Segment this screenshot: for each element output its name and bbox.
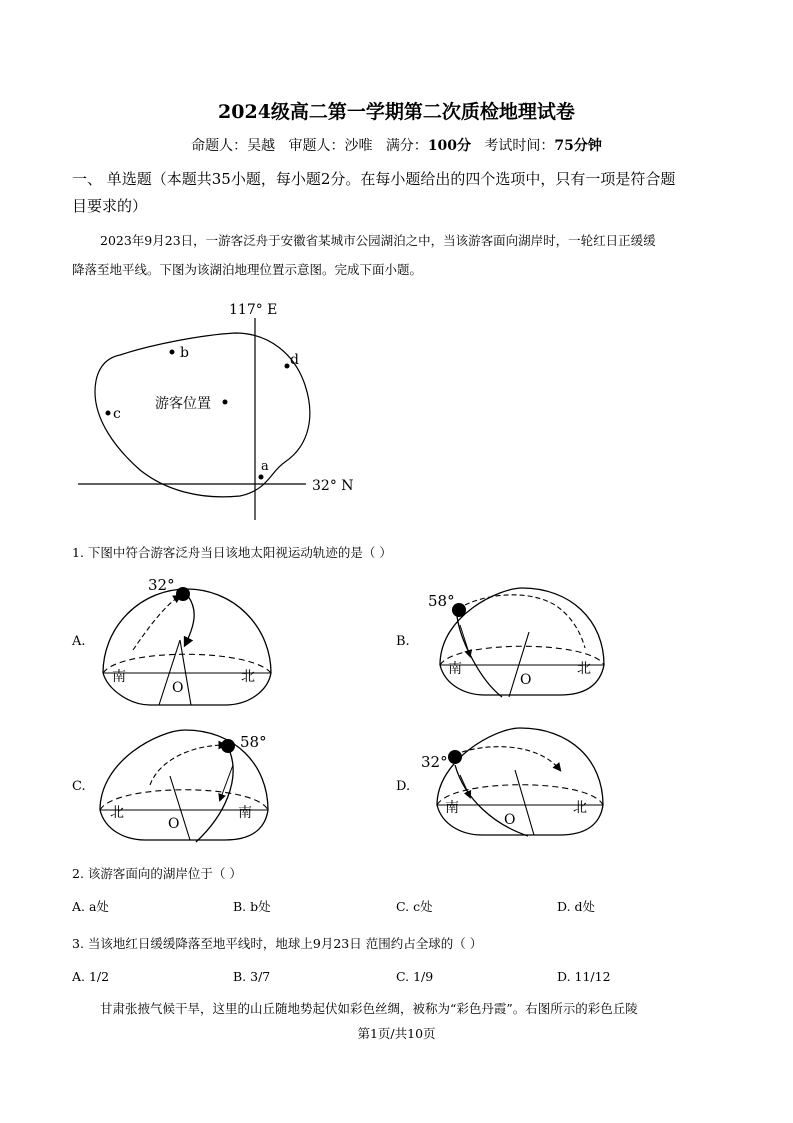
option-d-angle: 32° xyxy=(421,753,448,771)
score-label: 满分： xyxy=(385,138,428,154)
option-b-center: O xyxy=(520,672,532,688)
intro-line2: 降落至地平线。下图为该湖泊地理位置示意图。完成下面小题。 xyxy=(72,262,423,277)
option-a-angle: 32° xyxy=(148,576,175,594)
option-a-diagram xyxy=(71,576,271,705)
q3-option-c: C. 1/9 xyxy=(396,969,434,984)
option-b-angle: 58° xyxy=(428,592,455,610)
sun-icon xyxy=(176,587,190,601)
option-d-diagram xyxy=(396,728,603,836)
reviewer-name: 沙唯 xyxy=(344,138,373,154)
q3-option-b: B. 3/7 xyxy=(233,969,271,984)
next-passage-intro: 甘肃张掖气候干旱，这里的山丘随地势起伏如彩色丝绸，被称为“彩色丹霞”。右图所示的彩色丘陵 xyxy=(100,1001,638,1016)
option-a-letter: A. xyxy=(72,634,86,649)
option-c-diagram xyxy=(72,730,268,842)
option-c-center: O xyxy=(168,816,180,832)
option-d-right: 北 xyxy=(573,800,587,816)
option-c-angle: 58° xyxy=(240,733,267,751)
option-d-letter: D. xyxy=(396,779,411,794)
option-c-letter: C. xyxy=(72,779,86,794)
q3-option-d: D. 11/12 xyxy=(557,969,611,984)
time-label: 考试时间： xyxy=(484,138,555,154)
option-b-diagram xyxy=(396,588,604,697)
option-c-right: 南 xyxy=(238,805,252,821)
sun-icon xyxy=(448,750,462,764)
point-b-label: b xyxy=(180,345,189,361)
option-b-left: 南 xyxy=(448,661,462,677)
point-c-label: c xyxy=(113,406,121,422)
q3-option-a: A. 1/2 xyxy=(72,969,110,984)
parallel-label: 32° N xyxy=(312,478,354,494)
point-d-label: d xyxy=(290,352,299,368)
q2-option-d: D. d处 xyxy=(557,899,596,914)
meridian-label: 117° E xyxy=(229,302,278,318)
time-value: 75分钟 xyxy=(554,138,602,154)
option-b-letter: B. xyxy=(396,634,410,649)
option-b-right: 北 xyxy=(577,661,591,677)
intro-line1: 2023年9月23日，一游客泛舟于安徽省某城市公园湖泊之中，当该游客面向湖岸时，一轮红日正缓缓 xyxy=(100,233,656,248)
reviewer-label: 审题人： xyxy=(288,138,345,154)
point-a-label: a xyxy=(261,459,269,474)
setter-label: 命题人： xyxy=(191,138,248,154)
page-title: 2024级高二第一学期第二次质检地理试卷 xyxy=(218,101,575,123)
q2-option-c: C. c处 xyxy=(396,899,433,914)
sun-icon xyxy=(221,739,235,753)
q3-stem: 3. 当该地红日缓缓降落至地平线时，地球上9月23日 范围约占全球的（ ） xyxy=(72,936,483,951)
option-d-center: O xyxy=(504,812,516,828)
option-d-left: 南 xyxy=(445,800,459,816)
option-a-center: O xyxy=(172,680,184,696)
option-a-left: 南 xyxy=(112,669,126,685)
section-heading-line2: 目要求的） xyxy=(72,197,148,215)
q1-stem: 1. 下图中符合游客泛舟当日该地太阳视运动轨迹的是（ ） xyxy=(72,545,392,560)
section-heading-line1: 一、 单选题（本题共35小题，每小题2分。在每小题给出的四个选项中，只有一项是符合题 xyxy=(72,170,676,188)
score-value: 100分 xyxy=(427,138,472,154)
option-a-right: 北 xyxy=(241,669,255,685)
tourist-label: 游客位置 xyxy=(155,396,211,412)
q2-option-b: B. b处 xyxy=(233,899,271,914)
setter-name: 吴越 xyxy=(247,138,276,154)
page-footer: 第1页/共10页 xyxy=(357,1026,436,1041)
option-c-left: 北 xyxy=(110,805,124,821)
q2-option-a: A. a处 xyxy=(72,899,109,914)
q2-stem: 2. 该游客面向的湖岸位于（ ） xyxy=(72,866,242,881)
